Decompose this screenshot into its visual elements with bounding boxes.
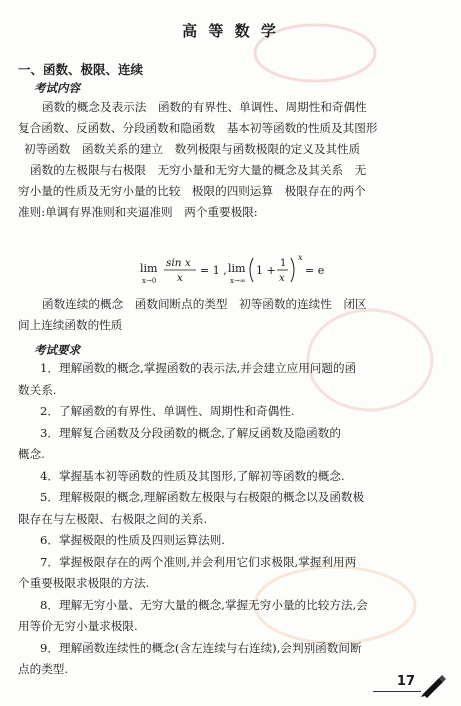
requirement-line: 6．掌握极限的性质及四则运算法则.: [40, 533, 225, 547]
requirement-line: 点的类型.: [18, 662, 69, 676]
lim-2-sub: x→∞: [230, 277, 246, 285]
pen-icon: [419, 670, 447, 698]
exam-content-paragraph: [18, 97, 445, 223]
requirement-line: 限存在与左极限、右极限之间的关系.: [18, 511, 208, 526]
requirement-line: 4．掌握基本初等函数的性质及其图形,了解初等函数的概念.: [40, 468, 345, 483]
continuity-paragraph: [18, 294, 445, 336]
equals-one: = 1 ,: [200, 264, 227, 277]
lim-1-sub: x→0: [142, 277, 157, 285]
fraction-numerator: 1: [280, 258, 287, 269]
continuity-line: 函数连续的概念 函数间断点的类型 初等函数的连续性 闭区: [42, 297, 367, 311]
requirements-list: [18, 358, 445, 681]
requirement-line: 用等价无穷小量求极限.: [18, 619, 138, 633]
content-line: 准则:单调有界准则和夹逼准则 两个重要极限:: [18, 205, 258, 219]
requirement-line: 个重要极限求极限的方法.: [18, 576, 150, 590]
requirement-line: 2．了解函数的有界性、单调性、周期性和奇偶性.: [40, 404, 295, 418]
page-title: 高 等 数 学: [182, 22, 279, 40]
content-line: 函数的概念及表示法 函数的有界性、单调性、周期性和奇偶性: [42, 100, 367, 114]
power: x: [298, 253, 303, 262]
equals-e: = e: [305, 264, 325, 277]
requirement-line: 7．掌握极限存在的两个准则,并会利用它们求极限,掌握利用两: [40, 554, 357, 569]
content-heading: 考试内容: [34, 81, 80, 95]
lim-2: lim: [228, 262, 246, 275]
fraction-denominator: x: [279, 273, 285, 284]
requirement-line: 1．理解函数的概念,掌握函数的表示法,并会建立应用问题的函: [40, 361, 357, 375]
requirement-line: 9．理解函数连续性的概念(含左连续与右连续),会判别函数间断: [40, 640, 362, 655]
one-plus: 1 +: [256, 264, 276, 277]
limit-formula: [140, 250, 340, 294]
page-number-rule: [373, 691, 421, 692]
requirements-heading: 考试要求: [34, 343, 80, 357]
requirement-line: 8．理解无穷小量、无穷大量的概念,掌握无穷小量的比较方法,会: [40, 597, 368, 612]
continuity-line: 间上连续函数的性质: [18, 318, 123, 332]
lim-1: lim: [140, 262, 158, 275]
requirement-line: 5．理解极限的概念,理解函数左极限与右极限的概念以及函数极: [40, 490, 365, 504]
content-line: 穷小量的性质及无穷小量的比较 极限的四则运算 极限存在的两个: [18, 184, 366, 198]
requirement-line: 数关系.: [18, 382, 57, 397]
content-line: 函数的左极限与右极限 无穷小量和无穷大量的概念及其关系 无: [30, 163, 367, 177]
content-line: 初等函数 函数关系的建立 数列极限与函数极限的定义及其性质: [24, 142, 361, 156]
content-line: 复合函数、反函数、分段函数和隐函数 基本初等函数的性质及其图形: [18, 121, 378, 135]
section-title: 一、函数、极限、连续: [18, 62, 144, 77]
requirement-line: 3．理解复合函数及分段函数的概念,了解反函数及隐函数的: [40, 425, 341, 440]
x-denominator: x: [177, 272, 183, 284]
page-number: 17: [396, 674, 415, 689]
sin-numerator: sin x: [166, 257, 191, 269]
requirement-line: 概念.: [18, 447, 45, 461]
